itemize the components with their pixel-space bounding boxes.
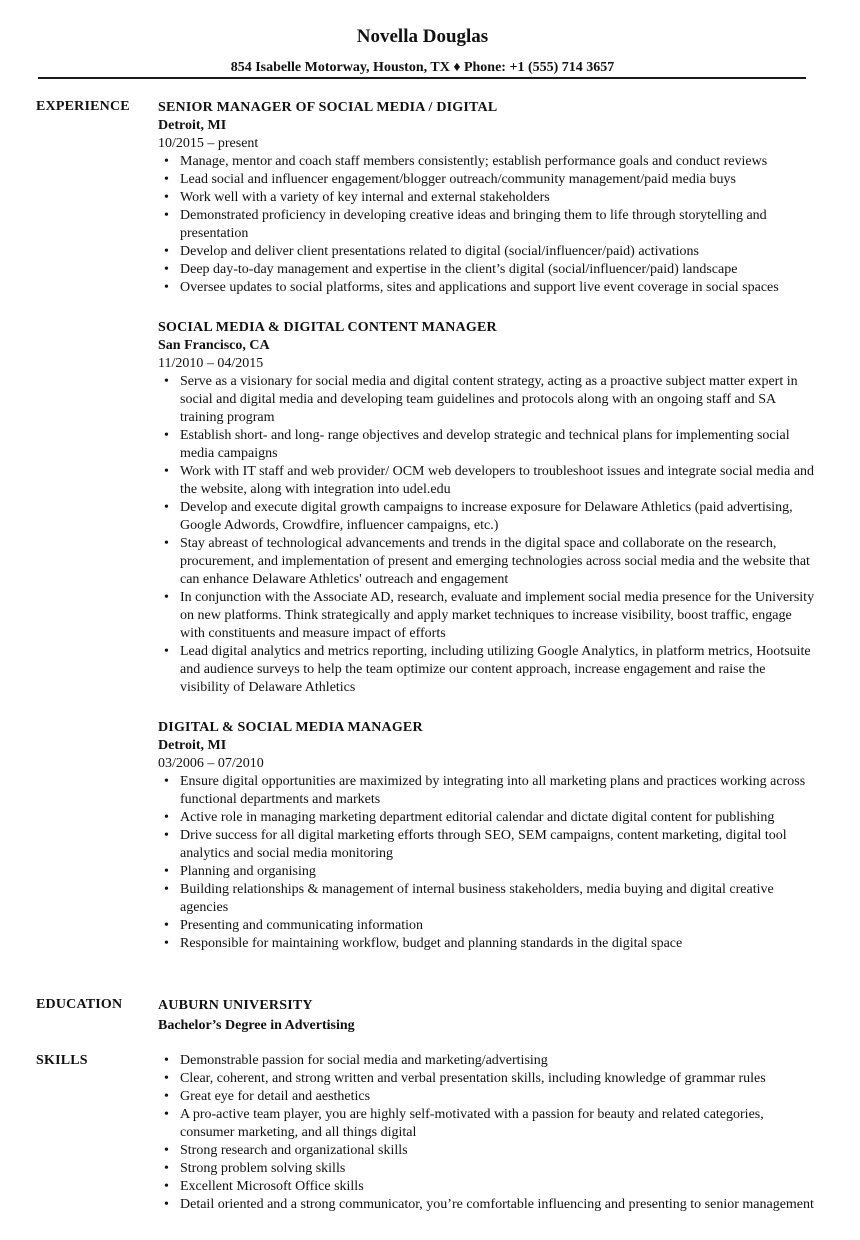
list-item: • Manage, mentor and coach staff members consistently; establish performance goals and conduct reviews xyxy=(158,153,818,171)
list-item: • Deep day-to-day management and expertise in the client’s digital (social/influencer/paid) landscape xyxy=(158,261,818,279)
job-dates: 11/2010 – 04/2015 xyxy=(158,356,264,371)
education-entry xyxy=(158,996,818,1036)
job-entry xyxy=(158,99,818,297)
list-item: • Strong problem solving skills xyxy=(158,1160,818,1178)
experience-label: EXPERIENCE xyxy=(36,99,130,114)
list-item: • Lead digital analytics and metrics reporting, including utilizing Google Analytics, in platform metrics, Hootsuite and audience surveys to help the team optimize our content approach, increase engagement and raise the visibility of Delaware Athletics xyxy=(158,643,818,697)
job-location: Detroit, MI xyxy=(158,738,227,753)
list-item: • Oversee updates to social platforms, sites and applications and support live event coverage in social spaces xyxy=(158,279,818,297)
list-item: • Detail oriented and a strong communicator, you’re comfortable influencing and presenting to senior management xyxy=(158,1196,818,1214)
list-item: • A pro-active team player, you are highly self-motivated with a passion for beauty and related categories, consumer marketing, and all things digital xyxy=(158,1106,818,1142)
list-item: • Responsible for maintaining workflow, budget and planning standards in the digital space xyxy=(158,935,818,953)
list-item: • Demonstrated proficiency in developing creative ideas and bringing them to life through storytelling and presentation xyxy=(158,207,818,243)
job-dates: 03/2006 – 07/2010 xyxy=(158,756,264,771)
candidate-name: Novella Douglas xyxy=(356,26,489,47)
job-location: Detroit, MI xyxy=(158,118,227,133)
job-entry xyxy=(158,319,818,697)
list-item: • Develop and deliver client presentations related to digital (social/influencer/paid) activations xyxy=(158,243,818,261)
list-item: • Presenting and communicating information xyxy=(158,917,818,935)
job-bullet-list xyxy=(158,153,818,297)
list-item: • Serve as a visionary for social media and digital content strategy, acting as a proactive subject matter expert in social and digital media and developing team guidelines and protocols along with an ongoing staff and SA training program xyxy=(158,373,818,427)
job-bullet-list xyxy=(158,373,818,697)
list-item: • Building relationships & management of internal business stakeholders, media buying and digital creative agencies xyxy=(158,881,818,917)
degree-name: Bachelor’s Degree in Advertising xyxy=(158,1018,355,1033)
list-item: • Work well with a variety of key internal and external stakeholders xyxy=(158,189,818,207)
list-item: • In conjunction with the Associate AD, research, evaluate and implement social media presence for the University on new platforms. Think strategically and apply market techniques to increase visibility, boost traffic, engage with constituents and measure impact of efforts xyxy=(158,589,818,643)
list-item: • Work with IT staff and web provider/ OCM web developers to troubleshoot issues and integrate social media and the website, along with integration into udel.edu xyxy=(158,463,818,499)
skills-label: SKILLS xyxy=(36,1053,88,1068)
skills-list xyxy=(158,1052,818,1214)
list-item: • Strong research and organizational skills xyxy=(158,1142,818,1160)
job-bullet-list xyxy=(158,773,818,953)
job-title: DIGITAL & SOCIAL MEDIA MANAGER xyxy=(158,720,423,735)
list-item: • Establish short- and long- range objectives and develop strategic and technical plans for implementing social media campaigns xyxy=(158,427,818,463)
list-item: • Lead social and influencer engagement/blogger outreach/community management/paid media buys xyxy=(158,171,818,189)
education-label: EDUCATION xyxy=(36,997,123,1012)
job-entry xyxy=(158,719,818,953)
list-item: • Planning and organising xyxy=(158,863,818,881)
job-title: SOCIAL MEDIA & DIGITAL CONTENT MANAGER xyxy=(158,320,497,335)
list-item: • Excellent Microsoft Office skills xyxy=(158,1178,818,1196)
job-location: San Francisco, CA xyxy=(158,338,270,353)
list-item: • Drive success for all digital marketing efforts through SEO, SEM campaigns, content marketing, digital tool analytics and social media monitoring xyxy=(158,827,818,863)
list-item: • Clear, coherent, and strong written and verbal presentation skills, including knowledge of grammar rules xyxy=(158,1070,818,1088)
list-item: • Stay abreast of technological advancements and trends in the digital space and collaborate on the research, procurement, and implementation of present and emerging technologies across social media and the website that can enhance Delaware Athletics' outreach and engagement xyxy=(158,535,818,589)
school-name: AUBURN UNIVERSITY xyxy=(158,998,313,1013)
list-item: • Active role in managing marketing department editorial calendar and dictate digital content for publishing xyxy=(158,809,818,827)
list-item: • Ensure digital opportunities are maximized by integrating into all marketing plans and practices working across functional departments and markets xyxy=(158,773,818,809)
list-item: • Develop and execute digital growth campaigns to increase exposure for Delaware Athletics (paid advertising, Google Adwords, Crowdfire, influencer campaigns, etc.) xyxy=(158,499,818,535)
list-item: • Great eye for detail and aesthetics xyxy=(158,1088,818,1106)
skills-entry xyxy=(158,1052,818,1214)
contact-line: 854 Isabelle Motorway, Houston, TX ♦ Phone: +1 (555) 714 3657 xyxy=(230,60,615,75)
list-item: • Demonstrable passion for social media and marketing/advertising xyxy=(158,1052,818,1070)
job-title: SENIOR MANAGER OF SOCIAL MEDIA / DIGITAL xyxy=(158,100,498,115)
header-divider xyxy=(38,77,806,79)
job-dates: 10/2015 – present xyxy=(158,136,259,151)
